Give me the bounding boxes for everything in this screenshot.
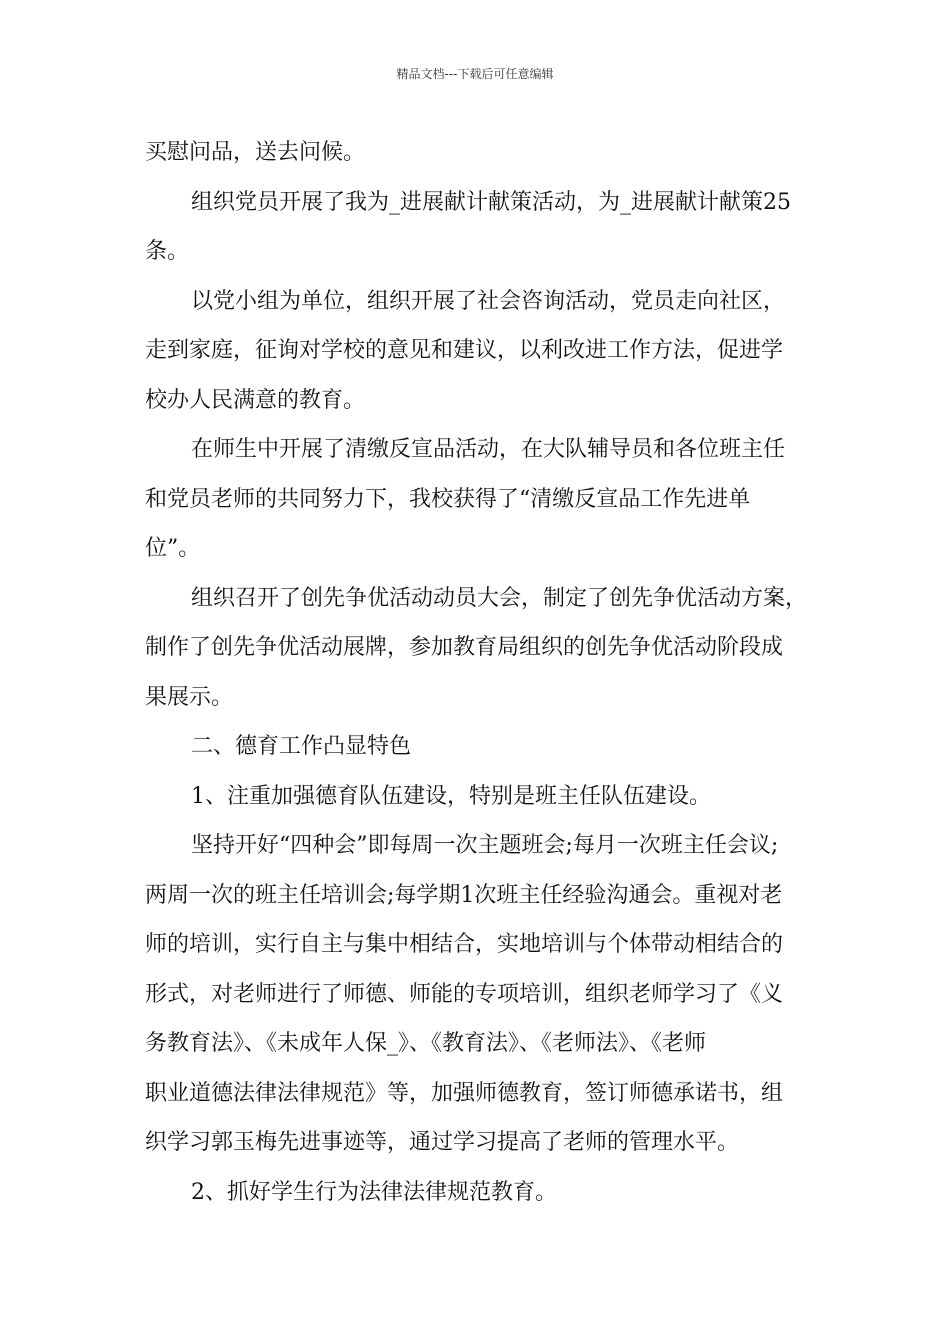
text-line: 走到家庭，征询对学校的意见和建议，以利改进工作方法，促进学 xyxy=(145,338,784,363)
text-line: 组织召开了创先争优活动动员大会，制定了创先争优活动方案， xyxy=(191,585,808,611)
text-line: 2、抓好学生行为法律法律规范教育。 xyxy=(191,1179,557,1205)
text-line: 条。 xyxy=(145,239,190,264)
text-line: 师的培训，实行自主与集中相结合，实地培训与个体带动相结合的 xyxy=(145,932,784,957)
text-line: 坚持开好“四种会”即每周一次主题班会;每月一次班主任会议; xyxy=(191,833,779,858)
text-line: 形式，对老师进行了师德、师能的专项培训，组织老师学习了《义 xyxy=(145,981,784,1007)
text-line: 务教育法》、《未成年人保_》、《教育法》、《老师法》、《老师 xyxy=(145,1031,707,1056)
text-line: 在师生中开展了清缴反宣品活动，在大队辅导员和各位班主任 xyxy=(191,437,786,462)
text-line: 职业道德法律法律规范》等，加强师德教育，签订师德承诺书，组 xyxy=(145,1080,784,1106)
document-body xyxy=(145,128,810,1217)
text-line: 位”。 xyxy=(145,536,201,561)
text-line: 组织党员开展了我为_进展献计献策活动，为_进展献计献策25 xyxy=(191,189,791,215)
text-line: 二、德育工作凸显特色 xyxy=(191,734,412,759)
text-line: 和党员老师的共同努力下，我校获得了“清缴反宣品工作先进单 xyxy=(145,486,751,512)
text-line: 1、注重加强德育队伍建设，特别是班主任队伍建设。 xyxy=(191,783,711,809)
text-line: 以党小组为单位，组织开展了社会咨询活动，党员走向社区， xyxy=(191,288,786,314)
text-line: 校办人民满意的教育。 xyxy=(145,387,366,413)
text-line: 两周一次的班主任培训会;每学期1次班主任经验沟通会。重视对老 xyxy=(145,882,783,908)
text-line: 买慰问品，送去问候。 xyxy=(145,140,366,165)
text-line: 织学习郭玉梅先进事迹等，通过学习提高了老师的管理水平。 xyxy=(145,1130,740,1155)
text-line: 制作了创先争优活动展牌，参加教育局组织的创先争优活动阶段成 xyxy=(145,635,784,660)
text-line: 果展示。 xyxy=(145,684,234,710)
page-header: 精品文档---下载后可任意编辑 xyxy=(396,67,554,81)
